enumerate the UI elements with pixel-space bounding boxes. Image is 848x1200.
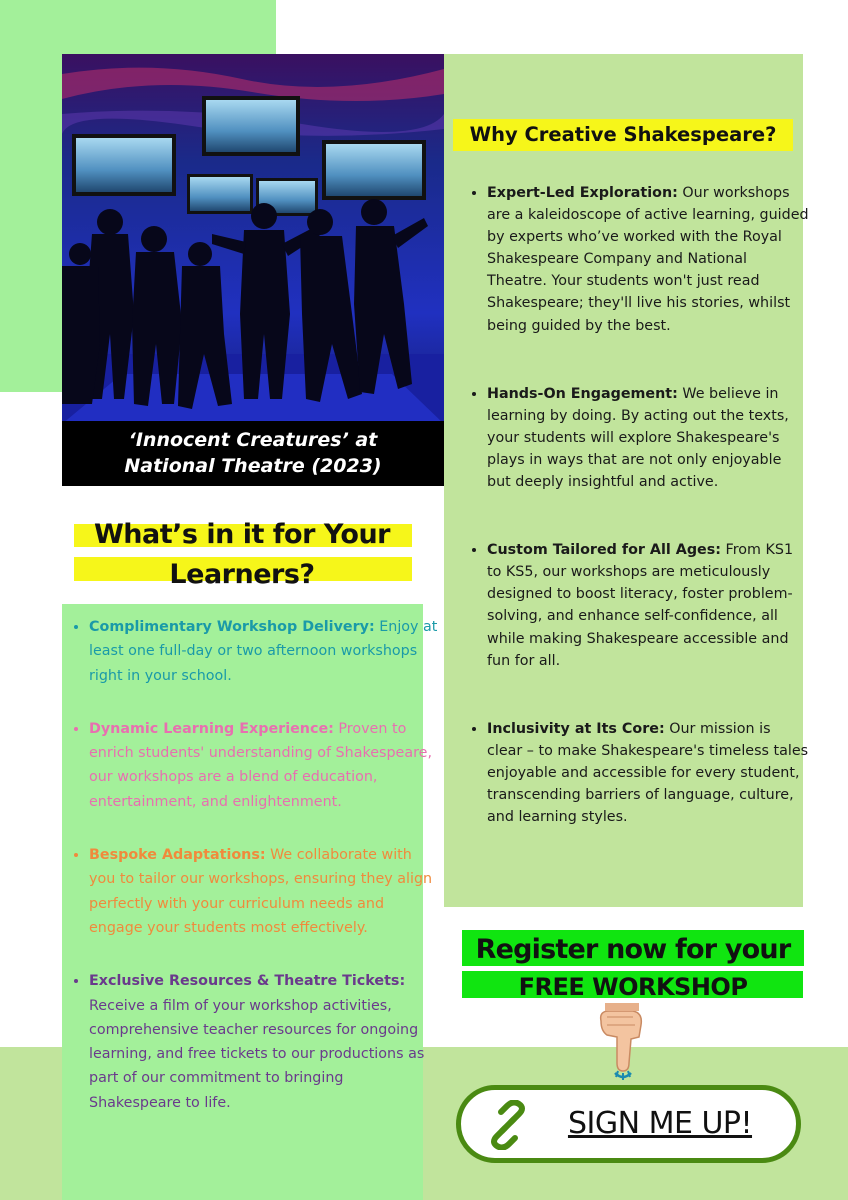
learners-item-title: Bespoke Adaptations:	[89, 847, 266, 864]
why-heading-highlight	[453, 119, 793, 151]
why-item-text: Our mission is clear – to make Shakespeare's timeless tales enjoyable and accessible for every student, transcending barriers of language, culture, and learning styles.	[487, 720, 809, 826]
learners-item-title: Complimentary Workshop Delivery:	[89, 619, 375, 635]
why-item-inclusivity	[487, 718, 809, 828]
why-item-custom	[487, 539, 809, 672]
learners-list	[68, 615, 439, 1144]
why-item-title: Hands-On Engagement:	[487, 385, 678, 402]
why-item-text: From KS1 to KS5, our workshops are meticulously designed to boost literacy, foster problem-solving, and enhance self-confidence, all while making Shakespeare accessible and fun for all.	[487, 542, 794, 669]
caption-line-2: National Theatre (2023)	[124, 455, 382, 477]
learners-heading-line-2: Learners?	[169, 559, 315, 590]
register-subheading: FREE WORKSHOP	[518, 973, 748, 1001]
caption-line-1: ‘Innocent Creatures’ at	[128, 429, 378, 451]
learners-item-text: Proven to enrich students' understanding of Shakespeare, our workshops are a blend of education, entertainment, and enlightenment.	[89, 720, 432, 810]
why-item-text: Our workshops are a kaleidoscope of active learning, guided by experts who’ve worked with the Royal Shakespeare Company and National Theatre. Your students won't just read Shakespeare; they'll live his stories, whilst being guided by the best.	[487, 185, 809, 334]
learners-item-bespoke	[89, 843, 439, 940]
sign-me-up-label: SIGN ME UP!	[567, 1106, 753, 1141]
learners-heading	[62, 515, 422, 595]
learners-item-delivery	[89, 615, 439, 688]
sign-me-up-button[interactable]	[456, 1085, 801, 1163]
link-icon	[483, 1100, 533, 1150]
learners-item-resources	[89, 969, 439, 1115]
learners-item-dynamic	[89, 717, 439, 814]
learners-item-text: Enjoy at least one full-day or two afternoon workshops right in your school.	[89, 619, 438, 684]
why-item-title: Custom Tailored for All Ages:	[487, 542, 721, 559]
why-item-hands-on	[487, 383, 809, 493]
why-item-expert	[487, 182, 809, 337]
learners-heading-line-1: What’s in it for Your	[94, 519, 390, 550]
learners-item-text: We collaborate with you to tailor our workshops, ensuring they align perfectly with your curriculum needs and engage your students most effectively.	[89, 847, 433, 936]
pointing-hand-icon	[593, 1003, 653, 1085]
why-item-title: Inclusivity at Its Core:	[487, 720, 665, 737]
why-heading: Why Creative Shakespeare?	[469, 123, 777, 146]
learners-item-title: Exclusive Resources & Theatre Tickets:	[89, 973, 406, 990]
learners-item-text: Receive a film of your workshop activities, comprehensive teacher resources for ongoing learning, and free tickets to our productions as part of our commitment to bringing Shakespeare to life.	[89, 997, 425, 1111]
why-list	[466, 182, 809, 874]
photo-caption	[62, 421, 444, 486]
learners-item-title: Dynamic Learning Experience:	[89, 720, 334, 737]
register-heading: Register now for your	[475, 934, 791, 965]
why-item-title: Expert-Led Exploration:	[487, 185, 678, 201]
why-item-text: We believe in learning by doing. By acting out the texts, your students will explore Shakespeare's plays in ways that are not only enjoyable but deeply insightful and active.	[487, 385, 789, 491]
